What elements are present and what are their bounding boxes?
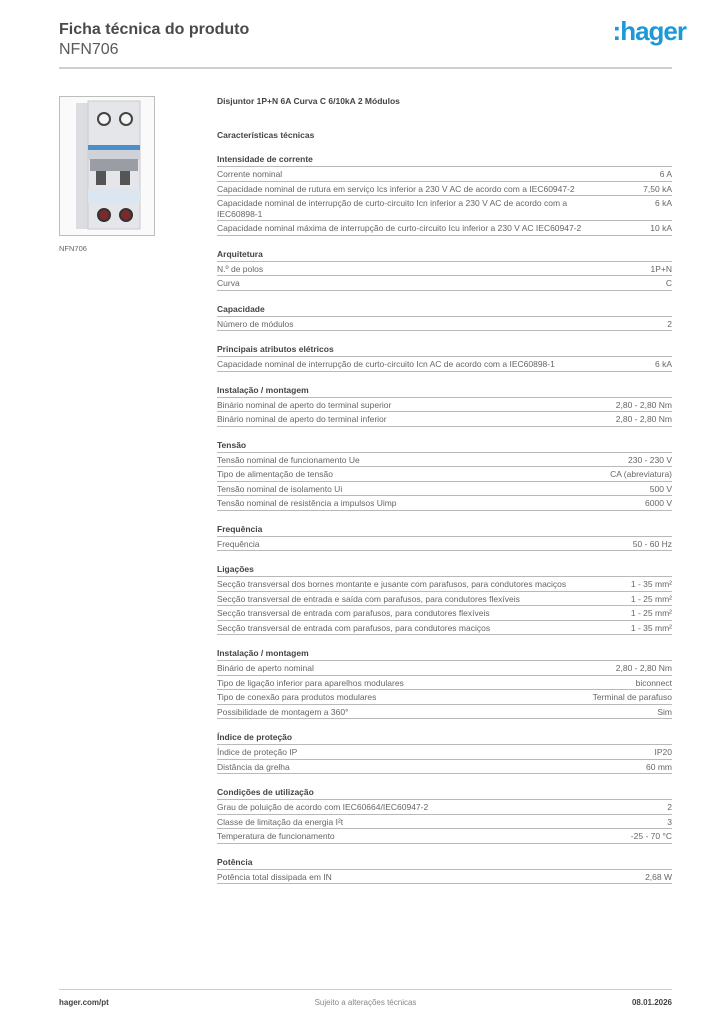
spec-section	[217, 249, 672, 291]
section-title: Capacidade	[217, 304, 672, 317]
spec-section	[217, 524, 672, 552]
spec-section	[217, 304, 672, 332]
spec-row	[217, 606, 672, 621]
spec-section	[217, 440, 672, 511]
spec-value: 6 A	[659, 169, 672, 179]
spec-label: Tensão nominal de isolamento Ui	[217, 483, 343, 494]
spec-value: 2	[667, 802, 672, 812]
spec-value: 2	[667, 318, 672, 329]
spec-sections	[217, 154, 672, 884]
spec-section	[217, 732, 672, 774]
spec-value: 7,50 kA	[643, 183, 672, 194]
spec-label: Capacidade nominal máxima de interrupção de curto-circuito Icu inferior a 230 V AC IEC60947-2	[217, 223, 582, 233]
spec-value: 60 mm	[646, 761, 672, 772]
spec-row	[217, 412, 672, 427]
product-code: NFN706	[59, 41, 119, 58]
document-title: Ficha técnica do produto	[59, 21, 250, 38]
spec-value: 500 V	[649, 483, 672, 494]
spec-row	[217, 537, 672, 552]
spec-label: Número de módulos	[217, 318, 294, 329]
spec-row	[217, 398, 672, 413]
section-title: Índice de proteção	[217, 732, 672, 745]
spec-value: 6 kA	[654, 359, 672, 369]
spec-value: 230 - 230 V	[628, 454, 672, 465]
spec-value: Terminal de parafuso	[592, 692, 672, 702]
spec-row	[217, 829, 672, 844]
hager-logo: :hager	[612, 16, 686, 46]
spec-value: 10 kA	[650, 223, 672, 233]
spec-section	[217, 564, 672, 635]
spec-row	[217, 196, 672, 221]
spec-row	[217, 870, 672, 885]
section-title: Arquitetura	[217, 249, 672, 262]
spec-row	[217, 467, 672, 482]
spec-row	[217, 276, 672, 291]
spec-row	[217, 815, 672, 830]
spec-row	[217, 262, 672, 277]
spec-row	[217, 800, 672, 815]
document-date: 08.01.2026	[631, 998, 672, 1007]
spec-value: C	[665, 278, 672, 288]
spec-value: biconnect	[635, 677, 672, 688]
spec-label: Binário nominal de aperto do terminal superior	[217, 399, 392, 410]
spec-value: 1 - 35 mm²	[630, 579, 672, 589]
spec-value: 2,80 - 2,80 Nm	[615, 399, 672, 410]
spec-value: 6 kA	[654, 198, 672, 208]
spec-row	[217, 453, 672, 468]
spec-label: Tipo de conexão para produtos modulares	[217, 692, 377, 702]
spec-label: Grau de poluição de acordo com IEC60664/IEC60947-2	[217, 802, 429, 812]
spec-label: Tipo de alimentação de tensão	[217, 469, 333, 479]
spec-value: 2,80 - 2,80 Nm	[615, 663, 672, 673]
spec-label: Binário de aperto nominal	[217, 663, 314, 673]
spec-label: Índice de proteção IP	[217, 747, 298, 757]
spec-label: Tensão nominal de funcionamento Ue	[217, 454, 360, 465]
spec-section	[217, 857, 672, 885]
section-title: Instalação / montagem	[217, 385, 672, 398]
website-link[interactable]: hager.com/pt	[59, 998, 109, 1007]
footer-divider	[59, 989, 672, 990]
spec-label: Potência total dissipada em IN	[217, 871, 332, 882]
section-title: Potência	[217, 857, 672, 870]
spec-label: Tensão nominal de resistência a impulsos Uimp	[217, 498, 397, 508]
spec-label: Binário nominal de aperto do terminal inferior	[217, 414, 387, 424]
section-title: Ligações	[217, 564, 672, 577]
section-title: Intensidade de corrente	[217, 154, 672, 167]
spec-label: Frequência	[217, 538, 260, 549]
spec-row	[217, 690, 672, 705]
section-title: Tensão	[217, 440, 672, 453]
product-specs	[217, 95, 672, 884]
spec-label: Classe de limitação da energia I²t	[217, 816, 344, 827]
spec-label: Secção transversal de entrada com parafusos, para condutores flexíveis	[217, 608, 490, 618]
spec-value: CA (abreviatura)	[610, 469, 672, 479]
spec-value: -25 - 70 °C	[630, 831, 672, 841]
spec-value: 2,80 - 2,80 Nm	[615, 414, 672, 424]
spec-label: Secção transversal dos bornes montante e jusante com parafusos, para condutores maciços	[217, 579, 567, 589]
spec-section	[217, 154, 672, 236]
spec-row	[217, 661, 672, 676]
spec-value: 1 - 25 mm²	[630, 593, 672, 604]
spec-label: Curva	[217, 278, 240, 288]
spec-row	[217, 592, 672, 607]
spec-row	[217, 317, 672, 332]
spec-row	[217, 496, 672, 511]
spec-label: N.º de polos	[217, 263, 264, 274]
spec-value: 6000 V	[645, 498, 672, 508]
spec-label: Secção transversal de entrada e saída com parafusos, para condutores flexíveis	[217, 593, 520, 604]
section-title: Condições de utilização	[217, 787, 672, 800]
spec-label: Distância da grelha	[217, 761, 290, 772]
spec-row	[217, 760, 672, 775]
page-header	[59, 20, 672, 59]
spec-value: 2,68 W	[645, 871, 672, 882]
spec-label: Temperatura de funcionamento	[217, 831, 335, 841]
spec-section	[217, 344, 672, 372]
section-title: Principais atributos elétricos	[217, 344, 672, 357]
spec-row	[217, 357, 672, 372]
circuit-breaker-icon	[60, 97, 154, 235]
spec-value: 50 - 60 Hz	[632, 538, 672, 549]
spec-row	[217, 482, 672, 497]
spec-label: Corrente nominal	[217, 169, 283, 179]
spec-row	[217, 745, 672, 760]
spec-label: Capacidade nominal de interrupção de curto-circuito Icn AC de acordo com a IEC60898-1	[217, 359, 555, 369]
spec-label: Tipo de ligação inferior para aparelhos modulares	[217, 677, 404, 688]
spec-label: Secção transversal de entrada com parafusos, para condutores maciços	[217, 622, 491, 633]
spec-value: 3	[667, 816, 672, 827]
spec-row	[217, 221, 672, 236]
spec-row	[217, 182, 672, 197]
spec-value: 1 - 25 mm²	[630, 608, 672, 618]
spec-label: Possibilidade de montagem a 360°	[217, 706, 349, 717]
spec-value: 1P+N	[650, 263, 672, 274]
spec-label: Capacidade nominal de rutura em serviço Ics inferior a 230 V AC de acordo com a IEC60947-2	[217, 183, 575, 194]
header-divider	[59, 67, 672, 69]
disclaimer: Sujeito a alterações técnicas	[314, 998, 417, 1007]
tech-characteristics-heading: Características técnicas	[217, 130, 315, 140]
spec-section	[217, 385, 672, 427]
spec-section	[217, 787, 672, 844]
spec-value: 1 - 35 mm²	[630, 622, 672, 633]
spec-label: Capacidade nominal de interrupção de curto-circuito Icn inferior a 230 V AC de acordo com a IEC60898-1	[217, 198, 568, 219]
spec-value: Sim	[657, 706, 672, 717]
image-caption: NFN706	[59, 244, 87, 253]
circuit-breaker-image	[59, 96, 155, 236]
product-name: Disjuntor 1P+N 6A Curva C 6/10kA 2 Módulos	[217, 96, 400, 106]
spec-row	[217, 676, 672, 691]
section-title: Frequência	[217, 524, 672, 537]
spec-value: IP20	[654, 747, 672, 757]
section-title: Instalação / montagem	[217, 648, 672, 661]
spec-row	[217, 167, 672, 182]
spec-row	[217, 577, 672, 592]
spec-row	[217, 621, 672, 636]
spec-section	[217, 648, 672, 719]
spec-row	[217, 705, 672, 720]
